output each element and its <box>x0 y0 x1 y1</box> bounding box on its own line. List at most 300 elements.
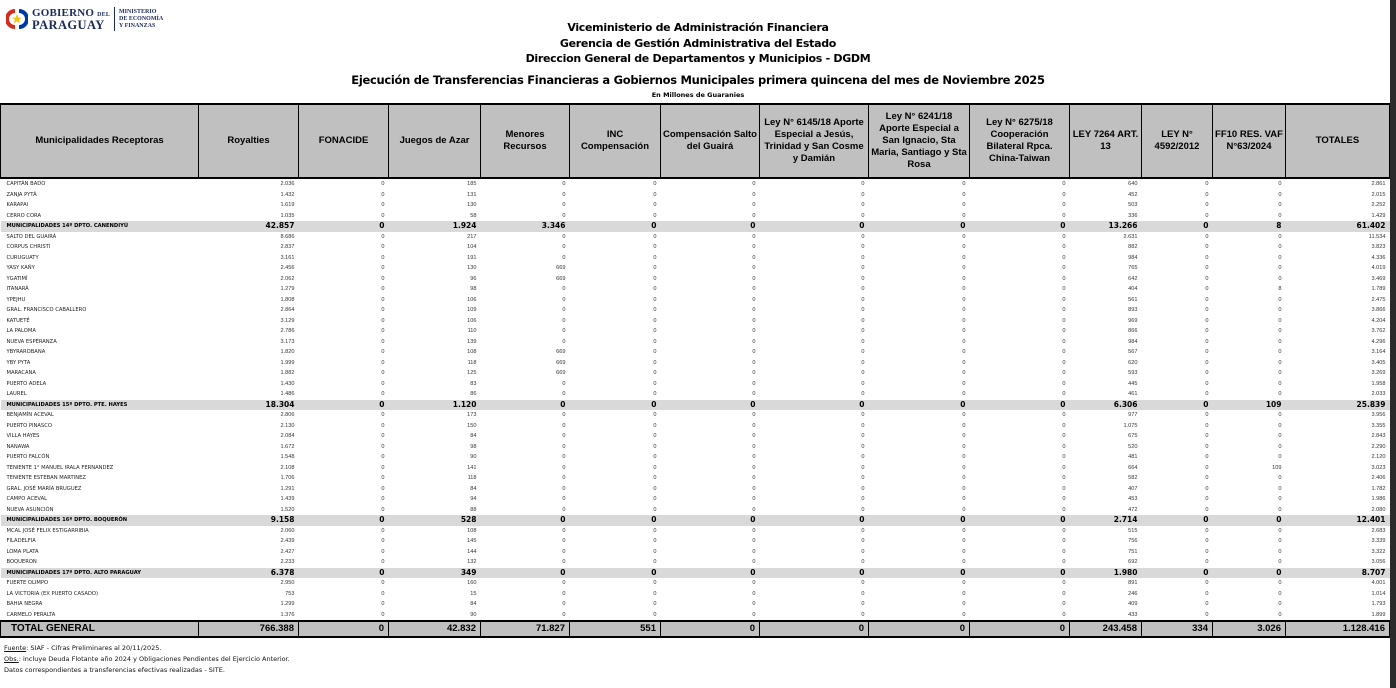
value-cell: 0 <box>752 233 756 240</box>
value-cell: 0 <box>562 485 566 492</box>
value-cell: 0 <box>562 307 566 313</box>
value-cell: 0 <box>1278 307 1282 313</box>
table-row <box>1 557 1390 568</box>
ministry-line1: MINISTERIO <box>119 8 157 15</box>
value-cell: 0 <box>1205 590 1209 597</box>
value-cell: 141 <box>467 464 477 471</box>
value-cell: 0 <box>861 191 865 198</box>
value-cell: 61.402 <box>1286 221 1390 232</box>
municipality-name: YBYRAROBANA <box>6 349 46 355</box>
value-cell: 0 <box>962 443 966 450</box>
column-header: Compensación Salto del Guairá <box>661 104 760 178</box>
value-cell: 160 <box>467 580 477 586</box>
value-cell: 0 <box>1278 527 1282 534</box>
value-cell: 0 <box>861 422 865 429</box>
value-cell: 185 <box>467 181 477 187</box>
value-cell: 0 <box>562 443 566 450</box>
grand-total-value: 766.388 <box>199 621 299 637</box>
value-cell: 0 <box>1278 275 1282 282</box>
table-header-row <box>1 104 1390 178</box>
value-cell: 0 <box>653 548 657 555</box>
value-cell: 0 <box>861 202 865 208</box>
value-cell: 0 <box>1205 328 1209 334</box>
table-row <box>1 431 1390 442</box>
value-cell: 1.376 <box>199 610 299 622</box>
value-cell: 0 <box>562 475 566 481</box>
municipality-name: BAHIA NEGRA <box>6 601 43 607</box>
value-cell: 3.956 <box>1371 412 1386 418</box>
value-cell: 90 <box>389 610 481 622</box>
value-cell: 0 <box>1205 349 1209 355</box>
value-cell: 0 <box>661 221 760 232</box>
subtotal-row <box>1 221 1390 232</box>
value-cell: 0 <box>962 580 966 586</box>
value-cell: 0 <box>861 275 865 282</box>
value-cell: 0 <box>962 590 966 597</box>
value-cell: 2.806 <box>280 412 295 418</box>
value-cell: 0 <box>752 307 756 313</box>
value-cell: 0 <box>962 317 966 324</box>
value-cell: 1.520 <box>280 506 295 513</box>
value-cell: 0 <box>661 515 760 526</box>
value-cell: 106 <box>467 296 477 303</box>
value-cell: 2.837 <box>280 244 295 250</box>
table-row <box>1 305 1390 316</box>
value-cell: 582 <box>1128 475 1138 481</box>
value-cell: 0 <box>760 515 869 526</box>
value-cell: 0 <box>1278 443 1282 450</box>
logo-line1: GOBIERNO <box>32 7 95 19</box>
table-row <box>1 536 1390 547</box>
value-cell: 0 <box>752 391 756 397</box>
value-cell: 2.406 <box>1371 475 1386 481</box>
value-cell: 1.279 <box>280 286 295 292</box>
value-cell: 0 <box>861 475 865 481</box>
value-cell: 0 <box>752 433 756 439</box>
value-cell: 0 <box>1205 538 1209 544</box>
value-cell: 4.019 <box>1371 265 1386 271</box>
value-cell: 0 <box>962 412 966 418</box>
value-cell: 0 <box>1205 202 1209 208</box>
value-cell: 0 <box>562 412 566 418</box>
column-header: Municipalidades Receptoras <box>1 104 199 178</box>
table-row <box>1 526 1390 537</box>
value-cell: 0 <box>653 506 657 513</box>
value-cell: 1.075 <box>1123 422 1138 429</box>
value-cell: 882 <box>1128 244 1138 250</box>
value-cell: 58 <box>470 212 477 219</box>
value-cell: 349 <box>389 568 481 579</box>
value-cell: 0 <box>1062 454 1066 460</box>
value-cell: 445 <box>1128 380 1138 387</box>
grand-total-value: 42.832 <box>389 621 481 637</box>
value-cell: 118 <box>467 359 477 366</box>
value-cell: 0 <box>752 202 756 208</box>
value-cell: 0 <box>1062 181 1066 187</box>
value-cell: 0 <box>1062 506 1066 513</box>
column-header: FF10 RES. VAF N°63/2024 <box>1213 104 1286 178</box>
value-cell: 0 <box>299 221 389 232</box>
value-cell: 109 <box>467 307 477 313</box>
table-row <box>1 379 1390 390</box>
value-cell: 0 <box>1213 610 1286 622</box>
value-cell: 0 <box>299 568 389 579</box>
value-cell: 0 <box>653 265 657 271</box>
value-cell: 0 <box>562 202 566 208</box>
value-cell: 4.296 <box>1371 338 1386 345</box>
value-cell: 0 <box>752 590 756 597</box>
value-cell: 0 <box>1278 328 1282 334</box>
value-cell: 4.336 <box>1371 254 1386 261</box>
municipality-name: PUERTO PINASCO <box>6 422 52 429</box>
value-cell: 407 <box>1128 485 1138 492</box>
value-cell: 0 <box>752 464 756 471</box>
value-cell: 0 <box>653 580 657 586</box>
ministry-line3: Y FINANZAS <box>119 22 156 29</box>
value-cell: 0 <box>752 475 756 481</box>
value-cell: 0 <box>381 496 385 502</box>
value-cell: 0 <box>381 212 385 219</box>
report-header <box>0 20 1396 99</box>
value-cell: 0 <box>1205 506 1209 513</box>
grand-total-value: 0 <box>661 621 760 637</box>
value-cell: 0 <box>1278 496 1282 502</box>
value-cell: 0 <box>1278 454 1282 460</box>
value-cell: 1.793 <box>1371 601 1386 607</box>
value-cell: 0 <box>1205 496 1209 502</box>
municipality-name: PUERTO ADELA <box>6 380 47 387</box>
value-cell: 0 <box>562 328 566 334</box>
value-cell: 977 <box>1128 412 1138 418</box>
table-row <box>1 368 1390 379</box>
value-cell: 0 <box>381 338 385 345</box>
value-cell: 2.120 <box>1371 454 1386 460</box>
value-cell: 0 <box>1205 485 1209 492</box>
value-cell: 0 <box>962 485 966 492</box>
value-cell: 0 <box>752 443 756 450</box>
value-cell: 0 <box>1205 422 1209 429</box>
value-cell: 567 <box>1128 349 1138 355</box>
logo-line1-small: DEL <box>97 12 111 18</box>
value-cell: 0 <box>861 286 865 292</box>
value-cell: 0 <box>653 191 657 198</box>
column-header: INC Compensación <box>570 104 661 178</box>
municipality-name: GRAL. FRANCISCO CABALLERO <box>6 307 87 313</box>
value-cell: 83 <box>470 380 477 387</box>
value-cell: 0 <box>1205 454 1209 460</box>
value-cell: 0 <box>1062 443 1066 450</box>
value-cell: 0 <box>562 296 566 303</box>
table-row <box>1 190 1390 201</box>
municipality-name: MARACANA <box>6 370 36 376</box>
value-cell: 0 <box>1205 265 1209 271</box>
value-cell: 675 <box>1128 433 1138 439</box>
value-cell: 503 <box>1128 202 1138 208</box>
value-cell: 0 <box>1278 212 1282 219</box>
municipality-name: GRAL. JOSÉ MARÍA BRUGUEZ <box>6 485 82 492</box>
value-cell: 0 <box>861 580 865 586</box>
value-cell: 0 <box>562 496 566 502</box>
table-row <box>1 463 1390 474</box>
value-cell: 404 <box>1128 286 1138 292</box>
value-cell: 620 <box>1128 359 1138 366</box>
value-cell: 0 <box>570 515 661 526</box>
value-cell: 2.843 <box>1371 433 1386 439</box>
value-cell: 131 <box>467 191 477 198</box>
value-cell: 0 <box>962 286 966 292</box>
value-cell: 0 <box>570 610 661 622</box>
value-cell: 0 <box>1205 380 1209 387</box>
municipality-name: MUNICIPALIDADES 17º DPTO. ALTO PARAGUAY <box>1 568 199 579</box>
unit-label: En Millones de Guaranies <box>651 90 745 99</box>
grand-total-value: 0 <box>760 621 869 637</box>
value-cell: 0 <box>962 349 966 355</box>
table-row <box>1 326 1390 337</box>
value-cell: 3.023 <box>1371 464 1386 471</box>
value-cell: 2.080 <box>1371 506 1386 513</box>
municipality-name: MUNICIPALIDADES 15º DPTO. PTE. HAYES <box>1 400 199 411</box>
value-cell: 0 <box>1278 559 1282 565</box>
value-cell: 0 <box>962 422 966 429</box>
table-row <box>1 589 1390 600</box>
value-cell: 0 <box>562 590 566 597</box>
value-cell: 0 <box>562 286 566 292</box>
value-cell: 0 <box>1062 359 1066 366</box>
value-cell: 0 <box>1062 349 1066 355</box>
value-cell: 139 <box>467 338 477 345</box>
value-cell: 0 <box>869 400 970 411</box>
value-cell: 0 <box>1205 244 1209 250</box>
value-cell: 0 <box>962 433 966 439</box>
value-cell: 0 <box>752 380 756 387</box>
table-row <box>1 494 1390 505</box>
value-cell: 1.808 <box>280 296 295 303</box>
municipality-name: CURUGUATY <box>6 254 39 261</box>
value-cell: 0 <box>1278 601 1282 607</box>
value-cell: 108 <box>467 527 477 534</box>
value-cell: 0 <box>1205 464 1209 471</box>
value-cell: 0 <box>1062 380 1066 387</box>
value-cell: 0 <box>1278 317 1282 324</box>
municipality-name: MUNICIPALIDADES 16º DPTO. BOQUERÓN <box>1 515 199 526</box>
grand-total-value: 0 <box>299 621 389 637</box>
value-cell: 0 <box>570 400 661 411</box>
value-cell: 2.015 <box>1371 191 1386 198</box>
value-cell: 0 <box>653 212 657 219</box>
value-cell: 0 <box>562 233 566 240</box>
value-cell: 0 <box>381 265 385 271</box>
value-cell: 0 <box>1278 433 1282 439</box>
value-cell: 0 <box>962 265 966 271</box>
value-cell: 0 <box>381 454 385 460</box>
value-cell: 0 <box>653 485 657 492</box>
value-cell: 0 <box>381 254 385 261</box>
value-cell: 0 <box>1205 559 1209 565</box>
value-cell: 0 <box>962 391 966 397</box>
value-cell: 0 <box>861 391 865 397</box>
value-cell: 0 <box>962 212 966 219</box>
value-cell: 0 <box>1205 286 1209 292</box>
value-cell: 0 <box>1062 527 1066 534</box>
value-cell: 94 <box>470 496 477 502</box>
logo-line2: PARAGUAY <box>32 18 105 32</box>
value-cell: 0 <box>562 212 566 219</box>
value-cell: 0 <box>760 221 869 232</box>
value-cell: 0 <box>1205 475 1209 481</box>
value-cell: 0 <box>861 433 865 439</box>
value-cell: 0 <box>653 181 657 187</box>
value-cell: 2.084 <box>280 433 295 439</box>
subtotal-row <box>1 515 1390 526</box>
value-cell: 246 <box>1128 590 1138 597</box>
value-cell: 0 <box>752 181 756 187</box>
value-cell: 0 <box>1062 391 1066 397</box>
value-cell: 0 <box>653 286 657 292</box>
value-cell: 130 <box>467 202 477 208</box>
value-cell: 0 <box>381 527 385 534</box>
value-cell: 0 <box>962 275 966 282</box>
value-cell: 2.130 <box>280 422 295 429</box>
municipality-name: NUEVA ASUNCIÓN <box>6 506 54 513</box>
value-cell: 0 <box>752 275 756 282</box>
value-cell: 0 <box>962 559 966 565</box>
value-cell: 173 <box>467 412 477 418</box>
value-cell: 1.782 <box>1371 485 1386 492</box>
value-cell: 0 <box>1062 296 1066 303</box>
value-cell: 1.432 <box>280 191 295 198</box>
value-cell: 0 <box>1205 527 1209 534</box>
value-cell: 0 <box>381 202 385 208</box>
value-cell: 0 <box>661 568 760 579</box>
value-cell: 0 <box>1278 359 1282 366</box>
value-cell: 2.864 <box>280 307 295 313</box>
value-cell: 0 <box>1278 475 1282 481</box>
value-cell: 84 <box>470 433 477 439</box>
value-cell: 2.290 <box>1371 443 1386 450</box>
value-cell: 0 <box>1062 233 1066 240</box>
table-row <box>1 452 1390 463</box>
value-cell: 3.866 <box>1371 307 1386 313</box>
value-cell: 2.439 <box>280 538 295 544</box>
value-cell: 433 <box>1070 610 1142 622</box>
value-cell: 0 <box>562 254 566 261</box>
value-cell: 0 <box>1278 370 1282 376</box>
value-cell: 8.707 <box>1286 568 1390 579</box>
value-cell: 0 <box>1062 559 1066 565</box>
value-cell: 0 <box>962 233 966 240</box>
value-cell: 0 <box>861 464 865 471</box>
value-cell: 0 <box>381 275 385 282</box>
municipality-name: CERRO CORA <box>6 212 41 219</box>
table-row <box>1 200 1390 211</box>
value-cell: 1.986 <box>1371 496 1386 502</box>
value-cell: 1.999 <box>280 359 295 366</box>
value-cell: 0 <box>752 454 756 460</box>
value-cell: 0 <box>962 244 966 250</box>
value-cell: 0 <box>752 601 756 607</box>
table-row <box>1 284 1390 295</box>
value-cell: 0 <box>653 475 657 481</box>
value-cell: 0 <box>869 515 970 526</box>
value-cell: 0 <box>562 538 566 544</box>
value-cell: 0 <box>970 515 1070 526</box>
value-cell: 0 <box>1062 338 1066 345</box>
value-cell: 0 <box>299 610 389 622</box>
value-cell: 3.823 <box>1371 244 1386 250</box>
value-cell: 0 <box>1278 422 1282 429</box>
grand-total-value: 243.458 <box>1070 621 1142 637</box>
municipality-name: CAMPO ACEVAL <box>6 496 48 502</box>
municipality-name: TENIENTE 1° MANUEL IRALA FERNANDEZ <box>6 464 114 471</box>
value-cell: 0 <box>962 380 966 387</box>
value-cell: 0 <box>381 590 385 597</box>
value-cell: 0 <box>1062 307 1066 313</box>
column-header: Menores Recursos <box>481 104 570 178</box>
value-cell: 0 <box>970 400 1070 411</box>
value-cell: 0 <box>1062 538 1066 544</box>
value-cell: 0 <box>752 349 756 355</box>
value-cell: 1.980 <box>1070 568 1142 579</box>
value-cell: 130 <box>467 265 477 271</box>
value-cell: 0 <box>962 202 966 208</box>
value-cell: 0 <box>381 559 385 565</box>
value-cell: 893 <box>1128 307 1138 313</box>
value-cell: 0 <box>562 380 566 387</box>
value-cell: 0 <box>381 506 385 513</box>
grand-total-value: 3.026 <box>1213 621 1286 637</box>
value-cell: 0 <box>562 317 566 324</box>
value-cell: 1.672 <box>280 443 295 450</box>
value-cell: 669 <box>556 349 566 355</box>
value-cell: 0 <box>760 610 869 622</box>
value-cell: 0 <box>1213 568 1286 579</box>
value-cell: 0 <box>381 443 385 450</box>
table-row <box>1 347 1390 358</box>
value-cell: 0 <box>861 538 865 544</box>
grand-total-row <box>1 621 1390 637</box>
value-cell: 0 <box>562 527 566 534</box>
value-cell: 0 <box>1062 265 1066 271</box>
value-cell: 0 <box>1062 275 1066 282</box>
value-cell: 0 <box>381 359 385 366</box>
value-cell: 0 <box>381 191 385 198</box>
grand-total-value: 0 <box>970 621 1070 637</box>
column-header: Juegos de Azar <box>389 104 481 178</box>
value-cell: 0 <box>381 391 385 397</box>
value-cell: 1.789 <box>1371 286 1386 292</box>
value-cell: 0 <box>661 610 760 622</box>
value-cell: 472 <box>1128 506 1138 513</box>
value-cell: 0 <box>752 265 756 271</box>
value-cell: 0 <box>1205 391 1209 397</box>
value-cell: 0 <box>962 307 966 313</box>
value-cell: 0 <box>861 496 865 502</box>
value-cell: 0 <box>861 328 865 334</box>
value-cell: 0 <box>962 506 966 513</box>
column-header: Ley N° 6275/18 Cooperación Bilateral Rpca. China-Taiwan <box>970 104 1070 178</box>
municipality-name: SALTO DEL GUAIRÁ <box>6 233 57 240</box>
value-cell: 0 <box>653 359 657 366</box>
value-cell: 0 <box>1205 338 1209 345</box>
value-cell: 0 <box>1278 412 1282 418</box>
value-cell: 0 <box>653 202 657 208</box>
municipality-name: BENJAMÍN ACEVAL <box>6 412 54 418</box>
value-cell: 15 <box>470 590 477 597</box>
value-cell: 0 <box>752 422 756 429</box>
value-cell: 765 <box>1128 265 1138 271</box>
value-cell: 1.299 <box>280 601 295 607</box>
grand-total-value: 0 <box>869 621 970 637</box>
